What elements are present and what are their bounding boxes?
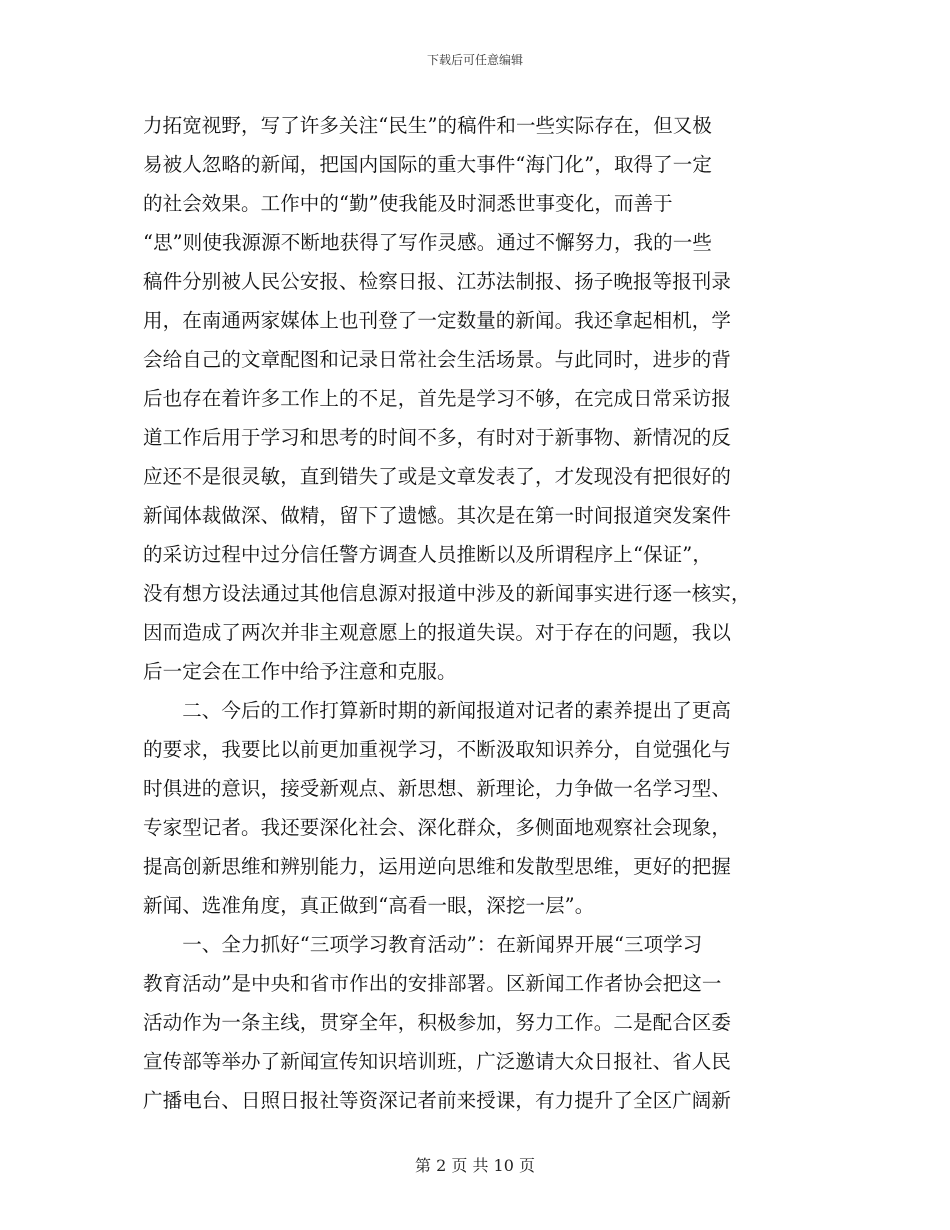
text-line: 广播电台、日照日报社等资深记者前来授课，有力提升了全区广阔新 xyxy=(143,1089,732,1112)
text-line: 道工作后用于学习和思考的时间不多，有时对于新事物、新情况的反 xyxy=(143,426,732,449)
document-body xyxy=(143,106,813,1120)
text-line: 时俱进的意识，接受新观点、新思想、新理论，力争做一名学习型、 xyxy=(143,777,732,800)
text-line: 用，在南通两家媒体上也刊登了一定数量的新闻。我还拿起相机，学 xyxy=(143,309,732,332)
text-line: 新闻、选准角度，真正做到“高看一眼，深挖一层”。 xyxy=(143,894,595,917)
text-line: 没有想方设法通过其他信息源对报道中涉及的新闻事实进行逐一核实， xyxy=(143,582,751,605)
text-line: 的要求，我要比以前更加重视学习，不断汲取知识养分，自觉强化与 xyxy=(143,738,732,761)
text-line: 活动作为一条主线，贯穿全年，积极参加，努力工作。二是配合区委 xyxy=(143,1011,732,1034)
text-line: 易被人忽略的新闻，把国内国际的重大事件“海门化”，取得了一定 xyxy=(143,153,712,176)
text-line: 的社会效果。工作中的“勤”使我能及时洞悉世事变化，而善于 xyxy=(143,192,673,215)
text-line: 后也存在着许多工作上的不足，首先是学习不够，在完成日常采访报 xyxy=(143,387,732,410)
text-line: 应还不是很灵敏，直到错失了或是文章发表了，才发现没有把很好的 xyxy=(143,465,732,488)
text-line: 新闻体裁做深、做精，留下了遗憾。其次是在第一时间报道突发案件 xyxy=(143,504,732,527)
text-line: 的采访过程中过分信任警方调查人员推断以及所谓程序上“保证”， xyxy=(143,543,712,566)
text-line: 专家型记者。我还要深化社会、深化群众，多侧面地观察社会现象， xyxy=(143,816,732,839)
text-line: 一、全力抓好“三项学习教育活动”：在新闻界开展“三项学习 xyxy=(143,933,703,956)
text-line: 二、今后的工作打算新时期的新闻报道对记者的素养提出了更高 xyxy=(143,699,732,722)
text-line: 会给自己的文章配图和记录日常社会生活场景。与此同时，进步的背 xyxy=(143,348,732,371)
text-line: “思”则使我源源不断地获得了写作灵感。通过不懈努力，我的一些 xyxy=(143,231,712,254)
page-number: 第 2 页 共 10 页 xyxy=(415,1156,535,1175)
text-line: 提高创新思维和辨别能力，运用逆向思维和发散型思维，更好的把握 xyxy=(143,855,732,878)
text-line: 稿件分别被人民公安报、检察日报、江苏法制报、扬子晚报等报刊录 xyxy=(143,270,732,293)
text-line: 力拓宽视野，写了许多关注“民生”的稿件和一些实际存在，但又极 xyxy=(143,114,712,137)
text-line: 因而造成了两次并非主观意愿上的报道失误。对于存在的问题，我以 xyxy=(143,621,732,644)
page-header: 下载后可任意编辑 xyxy=(426,53,523,67)
text-line: 后一定会在工作中给予注意和克服。 xyxy=(143,660,457,683)
text-line: 宣传部等举办了新闻宣传知识培训班，广泛邀请大众日报社、省人民 xyxy=(143,1050,732,1073)
text-line: 教育活动”是中央和省市作出的安排部署。区新闻工作者协会把这一 xyxy=(143,972,722,995)
